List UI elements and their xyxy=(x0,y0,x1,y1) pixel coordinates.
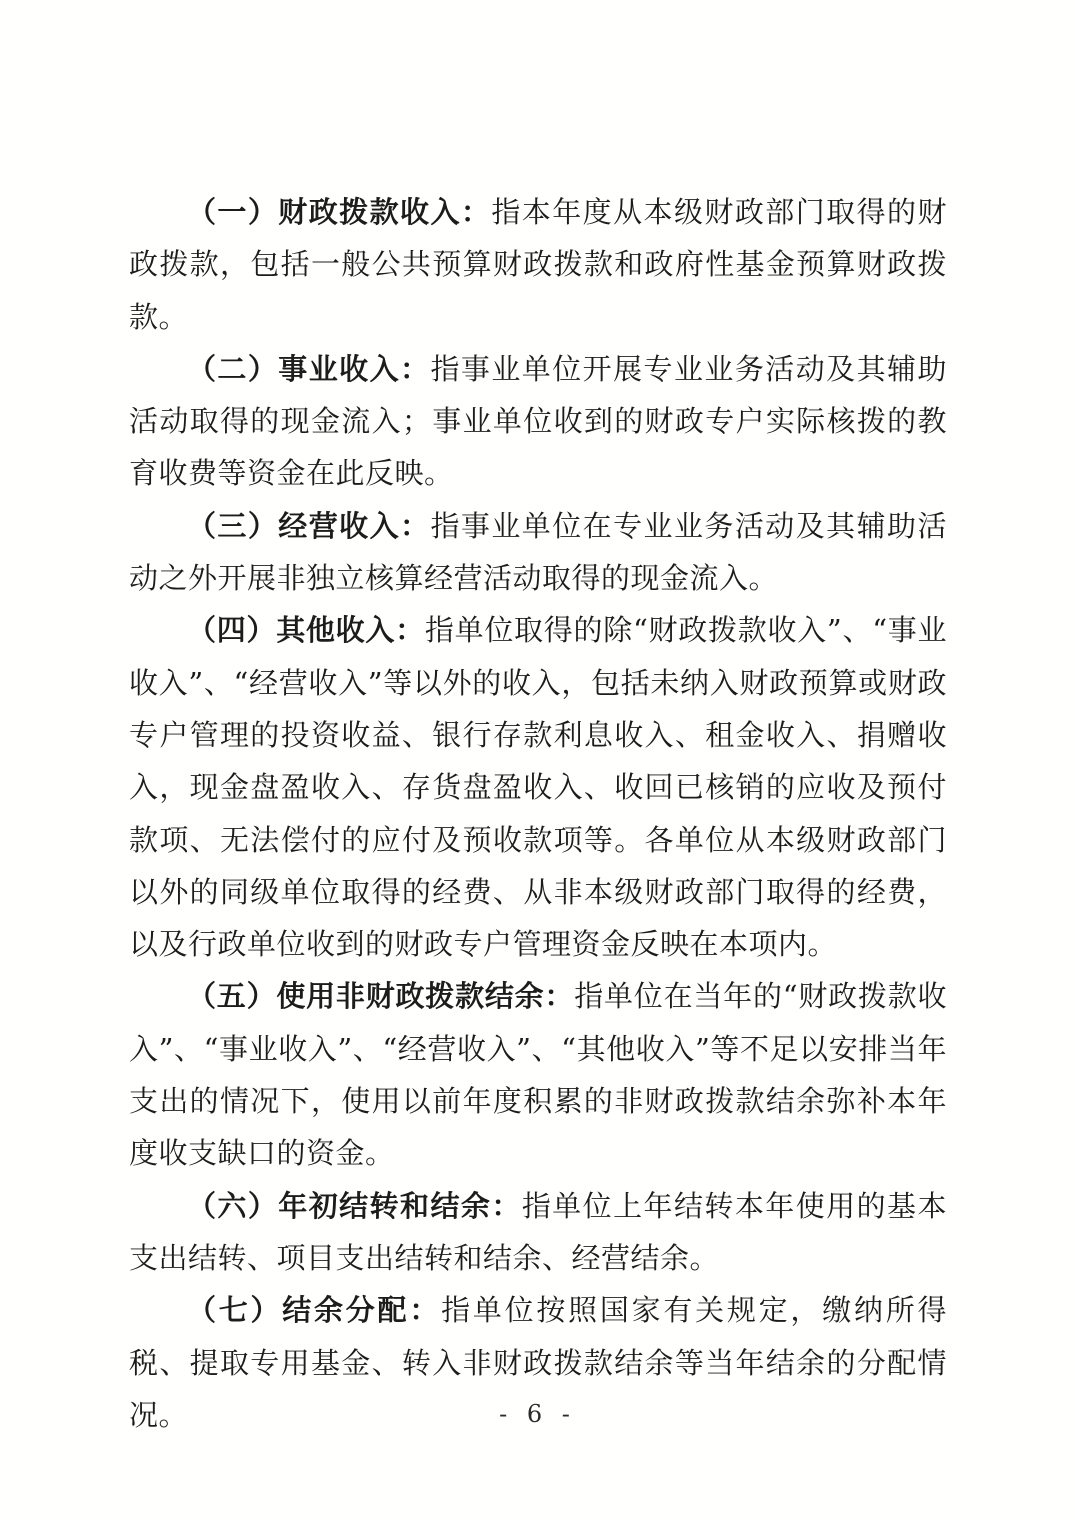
paragraph xyxy=(129,970,947,1179)
paragraph xyxy=(129,186,947,343)
paragraph-heading: （四）其他收入： xyxy=(187,613,425,648)
paragraph xyxy=(129,604,947,970)
paragraph-heading: （五）使用非财政拨款结余： xyxy=(187,979,575,1014)
paragraph-text: 指事业单位在专业业务活动及其辅助活动之外开展非独立核算经营活动取得的现金流入。 xyxy=(129,508,947,596)
paragraph-text: 指事业单位开展专业业务活动及其辅助活动取得的现金流入；事业单位收到的财政专户实际核拨的教育收费等资金在此反映。 xyxy=(129,351,947,491)
paragraph-text: 指单位取得的除“财政拨款收入”、“事业收入”、“经营收入”等以外的收入，包括未纳入财政预算或财政专户管理的投资收益、银行存款利息收入、租金收入、捐赠收入，现金盘盈收入、存货盘盈收入、收回已核销的应收及预付款项、无法偿付的应付及预收款项等。各单位从本级财政部门以外的同级单位取得的经费、从非本级财政部门取得的经费，以及行政单位收到的财政专户管理资金反映在本项内。 xyxy=(129,613,947,962)
paragraph-heading: （一）财政拨款收入： xyxy=(187,195,492,229)
paragraph xyxy=(129,500,947,605)
paragraph-text: 指单位按照国家有关规定，缴纳所得税、提取专用基金、转入非财政拨款结余等当年结余的分配情况。 xyxy=(129,1293,947,1432)
paragraph-heading: （三）经营收入： xyxy=(187,508,431,543)
paragraph-text: 指单位上年结转本年使用的基本支出结转、项目支出结转和结余、经营结余。 xyxy=(129,1188,947,1275)
paragraph xyxy=(129,1180,947,1285)
document-body xyxy=(129,186,947,1441)
paragraph-heading: （六）年初结转和结余： xyxy=(187,1188,522,1223)
paragraph-text: 指本年度从本级财政部门取得的财政拨款，包括一般公共预算财政拨款和政府性基金预算财政拨款。 xyxy=(129,195,947,334)
paragraph-heading: （二）事业收入： xyxy=(187,351,431,386)
paragraph xyxy=(129,343,947,500)
page-number: - 6 - xyxy=(499,1400,576,1428)
paragraph-heading: （七）结余分配： xyxy=(187,1293,442,1328)
paragraph-text: 指单位在当年的“财政拨款收入”、“事业收入”、“经营收入”、“其他收入”等不足以安排当年支出的情况下，使用以前年度积累的非财政拨款结余弥补本年度收支缺口的资金。 xyxy=(129,979,947,1171)
